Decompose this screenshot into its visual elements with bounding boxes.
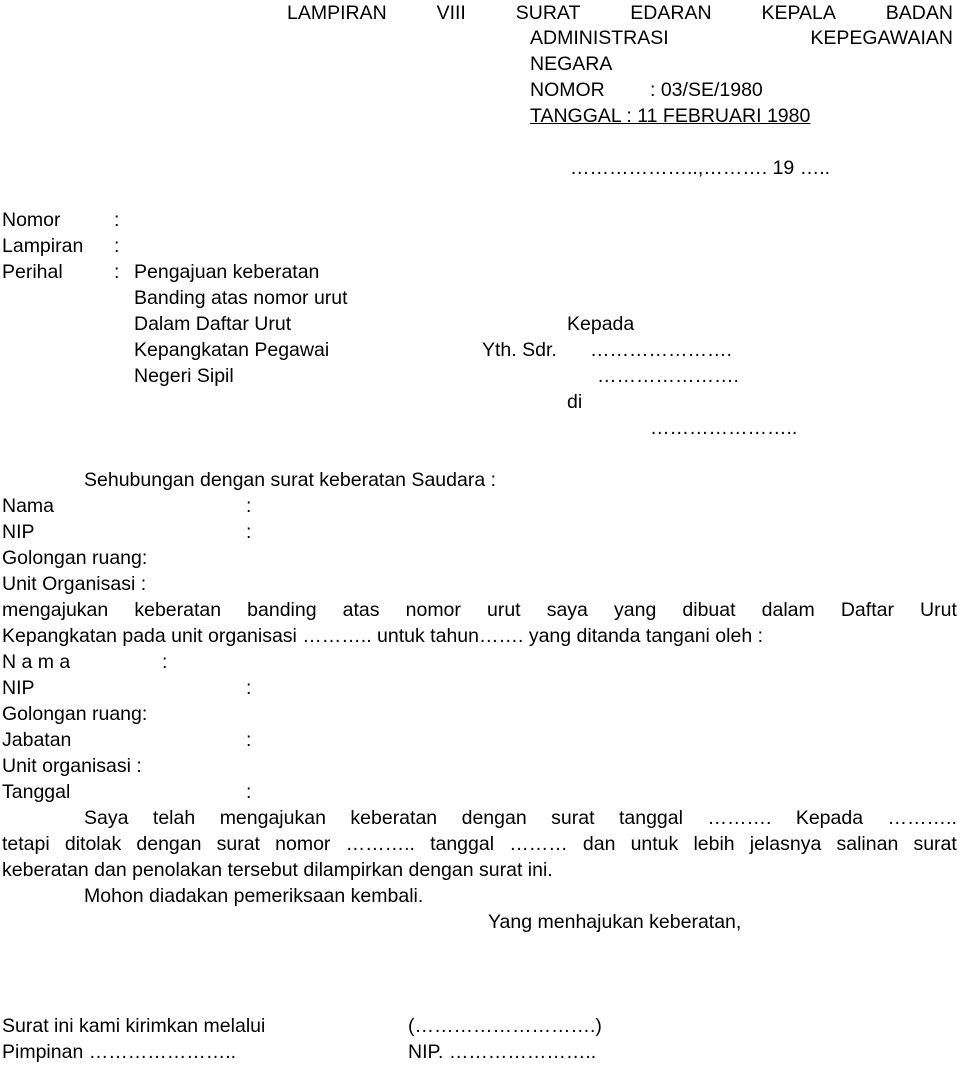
perihal-colon: :	[114, 261, 120, 283]
word: ditolak	[64, 833, 122, 855]
header-word: SURAT	[515, 2, 581, 24]
word: mengajukan	[219, 807, 326, 829]
field2-unit-label: Unit organisasi :	[2, 755, 142, 777]
header-line-3: NEGARA	[530, 53, 613, 75]
word: dengan	[461, 807, 527, 829]
footer-via: Surat ini kami kirimkan melalui	[2, 1015, 266, 1037]
perihal-line: Kepangkatan Pegawai	[134, 339, 330, 361]
word: banding	[247, 599, 317, 621]
word: dalam	[761, 599, 815, 621]
field-unit-label: Unit Organisasi :	[2, 573, 147, 595]
intro-sentence: Sehubungan dengan surat keberatan Saudara :	[84, 469, 496, 491]
word: tanggal	[430, 833, 495, 855]
header-word: ADMINISTRASI	[530, 27, 669, 49]
perihal-line: Dalam Daftar Urut	[134, 313, 292, 335]
addressee-dots-3: …………………..	[650, 417, 798, 439]
field-golongan-label: Golongan ruang:	[2, 547, 148, 569]
nomor-colon: :	[114, 209, 120, 231]
word: tanggal	[618, 807, 683, 829]
addressee-dots-1: ………………….	[590, 339, 732, 361]
word: Urut	[920, 599, 957, 621]
word: salinan	[836, 833, 899, 855]
word: surat	[913, 833, 957, 855]
header-line-1	[287, 0, 953, 26]
field2-golongan-label: Golongan ruang:	[2, 703, 148, 725]
header-nomor-label: NOMOR	[530, 79, 605, 101]
word: Saya	[84, 807, 129, 829]
word: dan	[582, 833, 616, 855]
word: jelasnya	[749, 833, 822, 855]
word: ……….	[707, 807, 772, 829]
perihal-line: Pengajuan keberatan	[134, 261, 320, 283]
footer-signature-parens: (……………………….)	[408, 1015, 602, 1037]
field-nip-label: NIP	[2, 521, 35, 543]
word: telah	[152, 807, 196, 829]
word: surat	[216, 833, 260, 855]
word: urut	[487, 599, 521, 621]
header-word: KEPALA	[761, 2, 836, 24]
paragraph-2-line-2	[2, 831, 957, 857]
place-date: ………………..,………. 19 …..	[570, 157, 831, 179]
paragraph-1-line-1	[2, 597, 957, 623]
field2-nama-colon: :	[162, 651, 168, 673]
field2-nip-label: NIP	[2, 677, 35, 699]
word: untuk	[630, 833, 679, 855]
word: ………	[509, 833, 568, 855]
word: Daftar	[840, 599, 894, 621]
word: nomor	[405, 599, 461, 621]
header-word: KEPEGAWAIAN	[810, 27, 953, 49]
field2-nama-label: N a m a	[2, 651, 71, 673]
word: yang	[614, 599, 657, 621]
paragraph-2-line-3: keberatan dan penolakan tersebut dilampirkan dengan surat ini.	[2, 859, 553, 881]
field2-nip-colon: :	[246, 677, 252, 699]
word: keberatan	[350, 807, 438, 829]
header-line-2	[530, 25, 953, 51]
header-tanggal: TANGGAL : 11 FEBRUARI 1980	[530, 105, 811, 127]
word: nomor	[275, 833, 331, 855]
field2-jabatan-label: Jabatan	[2, 729, 72, 751]
signoff: Yang menhajukan keberatan,	[488, 911, 742, 933]
perihal-label: Perihal	[2, 261, 63, 283]
word: keberatan	[134, 599, 222, 621]
perihal-line: Banding atas nomor urut	[134, 287, 348, 309]
footer-pimpinan: Pimpinan …………………..	[2, 1041, 237, 1063]
word: dengan	[136, 833, 202, 855]
perihal-line: Negeri Sipil	[134, 365, 234, 387]
field2-jabatan-colon: :	[246, 729, 252, 751]
header-nomor-value: : 03/SE/1980	[650, 79, 763, 101]
header-word: LAMPIRAN	[287, 2, 387, 24]
footer-nip: NIP. …………………..	[408, 1041, 597, 1063]
word: surat	[551, 807, 595, 829]
word: ………..	[887, 807, 957, 829]
field-nama-colon: :	[246, 495, 252, 517]
header-word: EDARAN	[630, 2, 712, 24]
header-word: BADAN	[885, 2, 953, 24]
word: ………..	[345, 833, 415, 855]
addressee-dots-2: ………………….	[597, 365, 739, 387]
paragraph-1-line-2: Kepangkatan pada unit organisasi ……….. untuk tahun……. yang ditanda tangani oleh :	[2, 625, 764, 647]
word: lebih	[693, 833, 735, 855]
field2-tanggal-colon: :	[246, 781, 252, 803]
field2-tanggal-label: Tanggal	[2, 781, 71, 803]
word: mengajukan	[2, 599, 109, 621]
addressee-di: di	[567, 391, 583, 413]
lampiran-label: Lampiran	[2, 235, 84, 257]
lampiran-colon: :	[114, 235, 120, 257]
addressee-kepada: Kepada	[567, 313, 635, 335]
paragraph-2-line-1	[84, 805, 957, 831]
addressee-yth: Yth. Sdr.	[482, 339, 557, 361]
paragraph-3: Mohon diadakan pemeriksaan kembali.	[84, 885, 424, 907]
nomor-label: Nomor	[2, 209, 61, 231]
header-word: VIII	[436, 2, 466, 24]
word: dibuat	[682, 599, 736, 621]
field-nip-colon: :	[246, 521, 252, 543]
word: atas	[342, 599, 380, 621]
field-nama-label: Nama	[2, 495, 55, 517]
word: Kepada	[795, 807, 864, 829]
word: tetapi	[2, 833, 50, 855]
word: saya	[546, 599, 588, 621]
